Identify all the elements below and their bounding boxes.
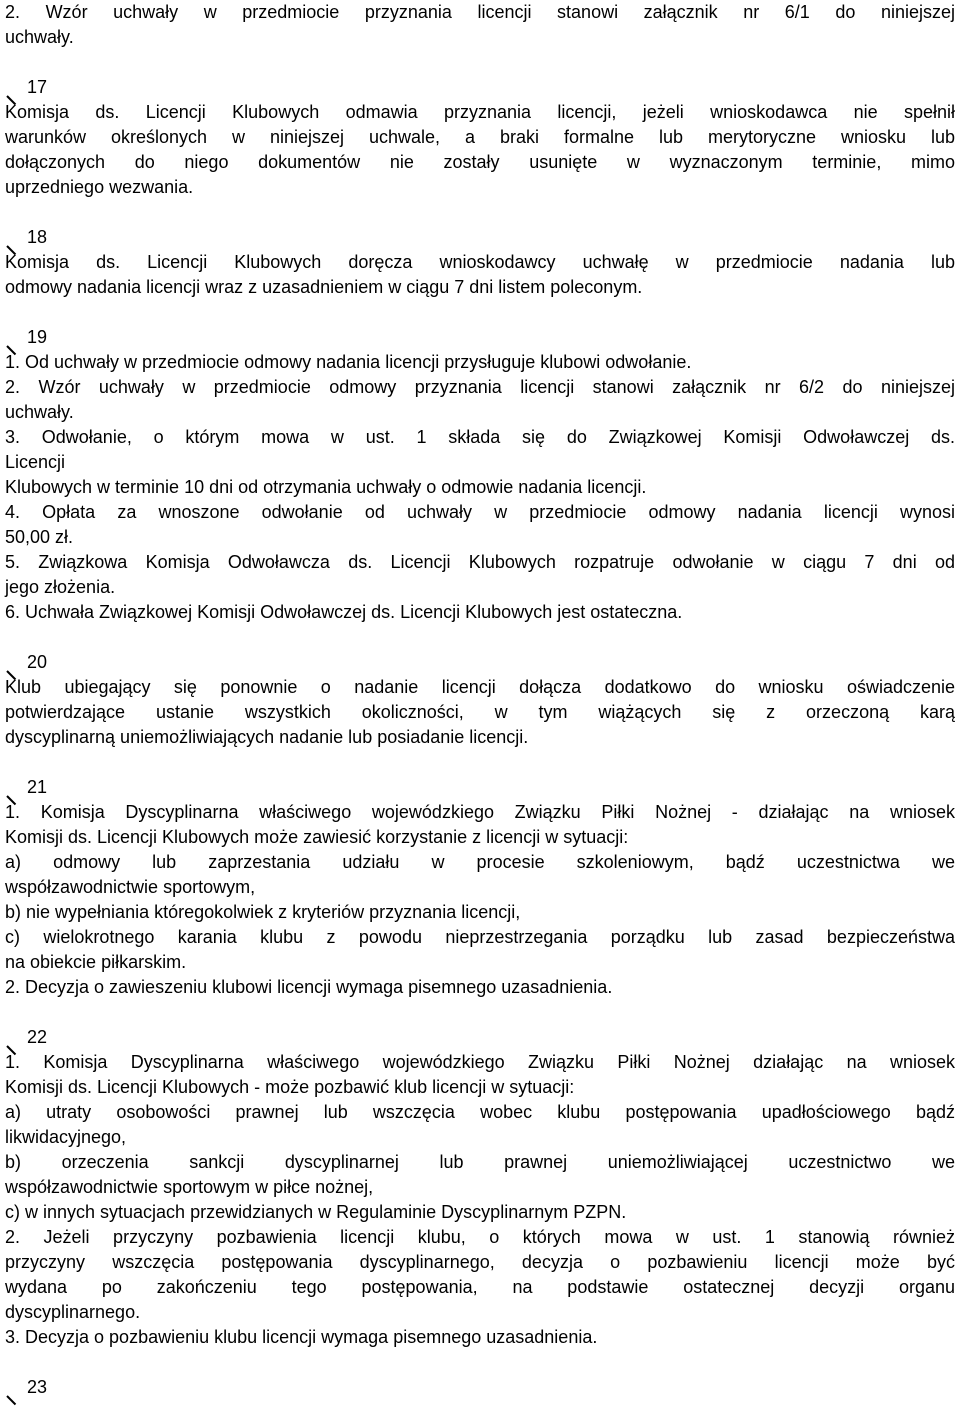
section-heading: 22 [27,1027,48,1047]
text-line: 6. Uchwała Związkowej Komisji Odwoławczej ds. Licencji Klubowych jest ostateczna. [5,602,683,622]
text-line: 1. Od uchwały w przedmiocie odmowy nadania licencji przysługuje klubowi odwołanie. [5,352,692,372]
text-line: współzawodnictwie sportowym, [5,877,256,897]
text-line: przyczyny wszczęcia postępowania dyscyplinarnego, decyzja o pozbawieniu licencji może być [5,1252,955,1272]
text-line: 4. Opłata za wnoszone odwołanie od uchwały w przedmiocie odmowy nadania licencji wynosi [5,502,955,522]
text-line: odmowy nadania licencji wraz z uzasadnieniem w ciągu 7 dni listem poleconym. [5,277,643,297]
text-line: Komisji ds. Licencji Klubowych - może pozbawić klub licencji w sytuacji: [5,1077,575,1097]
text-line: uchwały. [5,402,74,422]
paragraph-block1 [5,0,955,50]
text-line: 50,00 zł. [5,527,74,547]
section-22 [5,1025,955,1350]
text-line: Komisja ds. Licencji Klubowych odmawia przyznania licencji, jeżeli wnioskodawca nie spełnił [5,102,955,122]
text-line: warunków określonych w niniejszej uchwale, a braki formalne lub merytoryczne wniosku lub [5,127,955,147]
section-19 [5,325,955,625]
text-line: uprzedniego wezwania. [5,177,194,197]
text-line: dyscyplinarną uniemożliwiających nadanie lub posiadanie licencji. [5,727,529,747]
text-line: 2. Wzór uchwały w przedmiocie odmowy przyznania licencji stanowi załącznik nr 6/2 do niniejszej [5,377,955,397]
text-line: 2. Decyzja o zawieszeniu klubowi licencji wymaga pisemnego uzasadnienia. [5,977,613,997]
text-line: wydana po zakończeniu tego postępowania, na podstawie ostatecznej decyzji organu [5,1277,955,1297]
section-heading: 23 [27,1377,48,1397]
text-line: Klub ubiegający się ponownie o nadanie licencji dołącza dodatkowo do wniosku oświadczenie [5,677,955,697]
text-line: Licencji [5,452,66,472]
section-20 [5,650,955,750]
section-heading: 18 [27,227,48,247]
document-page [5,0,955,1400]
section-heading: 21 [27,777,48,797]
text-line: 1. Komisja Dyscyplinarna właściwego wojewódzkiego Związku Piłki Nożnej - działając na wniosek [5,802,955,822]
text-line: jego złożenia. [5,577,116,597]
text-line: Klubowych w terminie 10 dni od otrzymania uchwały o odmowie nadania licencji. [5,477,647,497]
text-line: potwierdzające ustanie wszystkich okoliczności, w tym wiążących się z orzeczoną karą [5,702,955,722]
section-21 [5,775,955,1000]
text-line: 1. Komisja Dyscyplinarna właściwego wojewódzkiego Związku Piłki Nożnej działając na wniosek [5,1052,955,1072]
text-line: Komisja ds. Licencji Klubowych doręcza wnioskodawcy uchwałę w przedmiocie nadania lub [5,252,955,272]
text-line: a) utraty osobowości prawnej lub wszczęcia wobec klubu postępowania upadłościowego bądź [5,1102,955,1122]
section-17 [5,75,955,200]
text-line: współzawodnictwie sportowym w piłce nożnej, [5,1177,374,1197]
section-heading: 20 [27,652,48,672]
text-line: 2. Wzór uchwały w przedmiocie przyznania licencji stanowi załącznik nr 6/1 do niniejszej [5,2,955,22]
text-line: uchwały. [5,27,74,47]
text-line: a) odmowy lub zaprzestania udziału w procesie szkoleniowym, bądź uczestnictwa we [5,852,955,872]
text-line: b) nie wypełniania któregokolwiek z kryteriów przyznania licencji, [5,902,521,922]
text-line: Komisji ds. Licencji Klubowych może zawiesić korzystanie z licencji w sytuacji: [5,827,629,847]
text-line: c) wielokrotnego karania klubu z powodu nieprzestrzegania porządku lub zasad bezpieczeństwa [5,927,955,947]
text-line: dołączonych do niego dokumentów nie zostały usunięte w wyznaczonym terminie, mimo [5,152,955,172]
text-line: 5. Związkowa Komisja Odwoławcza ds. Licencji Klubowych rozpatruje odwołanie w ciągu 7 dni od [5,552,955,572]
section-heading: 19 [27,327,48,347]
text-line: 3. Odwołanie, o którym mowa w ust. 1 składa się do Związkowej Komisji Odwoławczej ds. [5,427,955,447]
text-line: 2. Jeżeli przyczyny pozbawienia licencji klubu, o których mowa w ust. 1 stanowią również [5,1227,955,1247]
text-line: na obiekcie piłkarskim. [5,952,187,972]
section-18 [5,225,955,300]
text-line: dyscyplinarnego. [5,1302,141,1322]
text-line: 3. Decyzja o pozbawieniu klubu licencji wymaga pisemnego uzasadnienia. [5,1327,598,1347]
text-line: c) w innych sytuacjach przewidzianych w Regulaminie Dyscyplinarnym PZPN. [5,1202,627,1222]
text-line: likwidacyjnego, [5,1127,127,1147]
section-23 [5,1375,955,1400]
text-line: b) orzeczenia sankcji dyscyplinarnej lub prawnej uniemożliwiającej uczestnictwo we [5,1152,955,1172]
section-heading: 17 [27,77,48,97]
